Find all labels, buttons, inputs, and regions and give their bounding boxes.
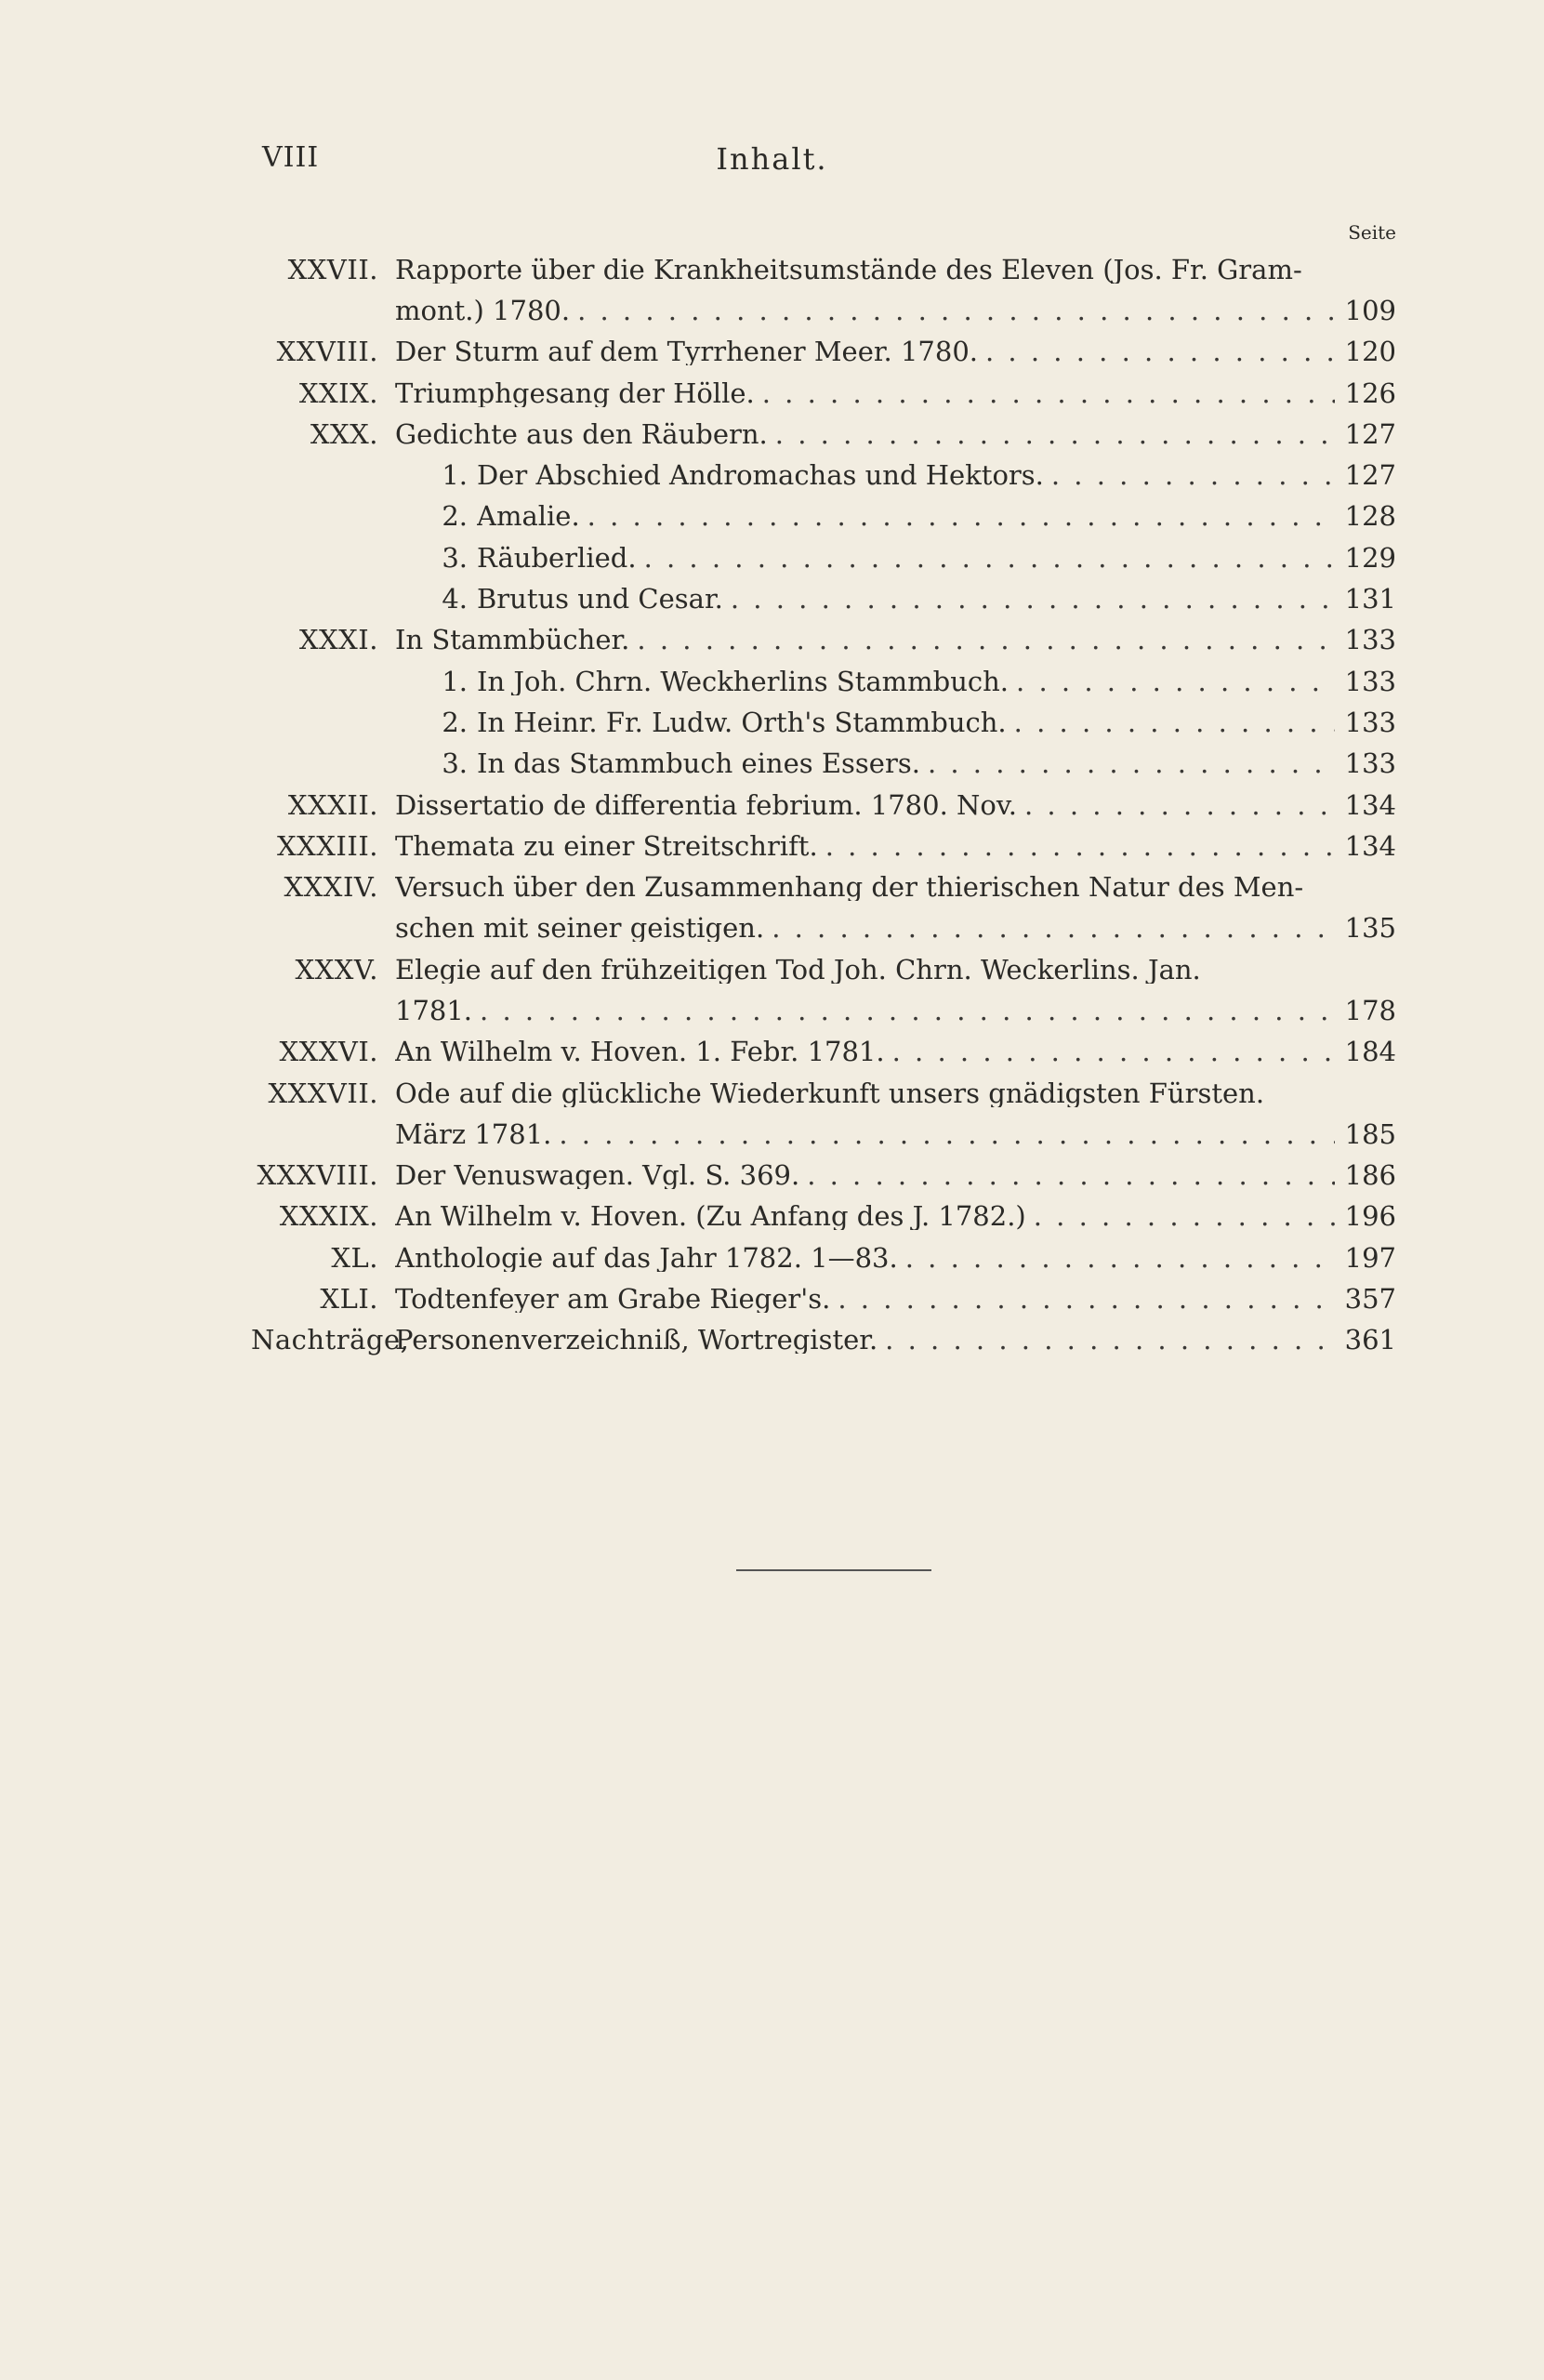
toc-entry <box>251 537 1396 578</box>
entry-title: An Wilhelm v. Hoven. (Zu Anfang des J. 1782.) . . . <box>395 1203 1335 1230</box>
entry-title: In Heinr. Fr. Ludw. Orth's Stammbuch. . . . <box>477 709 1335 736</box>
entry-page-number: 127 <box>1344 459 1396 492</box>
leader-dots <box>978 338 1335 365</box>
leader-dots <box>885 1038 1335 1065</box>
entry-page-number: 128 <box>1344 500 1396 533</box>
entry-title: Der Venuswagen. Vgl. S. 369. . . . <box>395 1162 1335 1189</box>
sub-entry-number: 3. <box>442 541 468 574</box>
entry-page-number: 196 <box>1344 1200 1396 1233</box>
leader-dots <box>472 998 1335 1025</box>
entry-title: 1781. . . . <box>395 998 1335 1025</box>
entry-page-number: 133 <box>1344 747 1396 780</box>
leader-dots <box>723 586 1335 613</box>
entry-title: Der Abschied Andromachas und Hektors. . . . <box>477 462 1335 489</box>
entry-title: Amalie. . . . <box>477 503 1335 530</box>
leader-dots <box>818 833 1335 860</box>
leader-dots <box>755 380 1335 407</box>
leader-dots <box>799 1162 1335 1189</box>
entry-number: XXXI. <box>298 624 378 656</box>
toc-entry <box>251 908 1396 949</box>
sub-entry-number: 1. <box>442 665 468 697</box>
entry-title: schen mit seiner geistigen. . . . <box>395 915 1335 942</box>
entry-page-number: 129 <box>1344 541 1396 574</box>
entry-page-number: 186 <box>1344 1159 1396 1192</box>
closing-rule <box>736 1569 931 1571</box>
toc-entry <box>251 332 1396 373</box>
toc-entry <box>251 373 1396 414</box>
toc-entry <box>251 949 1396 990</box>
toc-entry <box>251 702 1396 743</box>
entry-title: Brutus und Cesar. . . . <box>477 586 1335 613</box>
toc-entry <box>251 249 1396 290</box>
entry-page-number: 134 <box>1344 829 1396 862</box>
entry-title: In Stammbücher. . . . <box>395 627 1335 654</box>
leader-dots <box>920 750 1335 777</box>
entry-page-number: 361 <box>1344 1324 1396 1356</box>
entry-number: Nachträge, <box>251 1324 410 1356</box>
entry-number: XLI. <box>320 1283 378 1316</box>
entry-number: XXIX. <box>298 377 378 409</box>
entry-title: Rapporte über die Krankheitsumstände des Eleven (Jos. Fr. Gram- <box>395 256 1302 284</box>
page-column-label: Seite <box>1348 221 1396 244</box>
toc-entry <box>251 1320 1396 1361</box>
leader-dots <box>1044 462 1335 489</box>
toc-entry <box>251 1197 1396 1237</box>
entry-page-number: 133 <box>1344 706 1396 738</box>
entry-page-number: 109 <box>1344 294 1396 326</box>
entry-page-number: 357 <box>1344 1283 1396 1316</box>
entry-page-number: 133 <box>1344 624 1396 656</box>
toc-entry <box>251 1156 1396 1197</box>
leader-dots <box>764 915 1335 942</box>
entry-number: XXXIV. <box>284 871 378 904</box>
toc-entry <box>251 661 1396 702</box>
sub-entry-number: 2. <box>442 706 468 738</box>
toc-entry <box>251 866 1396 907</box>
leader-dots <box>551 1121 1335 1148</box>
entry-title: Elegie auf den frühzeitigen Tod Joh. Chrn. Weckerlins. Jan. <box>395 956 1201 984</box>
entry-page-number: 133 <box>1344 665 1396 697</box>
entry-title: An Wilhelm v. Hoven. 1. Febr. 1781. . . . <box>395 1038 1335 1065</box>
entry-page-number: 197 <box>1344 1241 1396 1274</box>
table-of-contents <box>251 249 1396 1361</box>
toc-entry <box>251 990 1396 1031</box>
entry-title: Gedichte aus den Räubern. . . . <box>395 421 1335 448</box>
page-title: Inhalt. <box>716 141 828 177</box>
page-number: VIII <box>262 141 320 174</box>
entry-title: In Joh. Chrn. Weckherlins Stammbuch. . . . <box>477 668 1335 695</box>
leader-dots <box>629 627 1335 654</box>
entry-number: XXXIX. <box>279 1200 378 1233</box>
entry-title: Der Sturm auf dem Tyrrhener Meer. 1780. . . . <box>395 338 1335 365</box>
entry-page-number: 184 <box>1344 1036 1396 1068</box>
sub-entry-number: 1. <box>442 459 468 492</box>
toc-entry <box>251 1237 1396 1278</box>
toc-entry <box>251 1032 1396 1073</box>
entry-number: XXXIII. <box>276 829 378 862</box>
entry-title: März 1781. . . . <box>395 1121 1335 1148</box>
toc-entry <box>251 744 1396 785</box>
entry-title: Todtenfeyer am Grabe Rieger's. . . . <box>395 1286 1335 1313</box>
leader-dots <box>1017 792 1335 819</box>
toc-entry <box>251 290 1396 331</box>
leader-dots <box>898 1245 1335 1272</box>
toc-entry <box>251 1114 1396 1155</box>
entry-number: XL. <box>331 1241 378 1274</box>
leader-dots <box>768 421 1335 448</box>
leader-dots <box>878 1327 1335 1354</box>
sub-entry-number: 4. <box>442 583 468 615</box>
entry-title: Personenverzeichniß, Wortregister. . . . <box>395 1327 1335 1354</box>
entry-number: XXVIII. <box>276 336 378 368</box>
entry-title: Anthologie auf das Jahr 1782. 1—83. . . . <box>395 1245 1335 1272</box>
entry-page-number: 120 <box>1344 336 1396 368</box>
entry-number: XXXVIII. <box>257 1159 378 1192</box>
entry-title: Triumphgesang der Hölle. . . . <box>395 380 1335 407</box>
entry-title: Dissertatio de differentia febrium. 1780. Nov. . . . <box>395 792 1335 819</box>
entry-number: XXVII. <box>287 253 378 285</box>
entry-number: XXXII. <box>287 788 378 821</box>
sub-entry-number: 2. <box>442 500 468 533</box>
toc-entry <box>251 1278 1396 1319</box>
entry-page-number: 134 <box>1344 788 1396 821</box>
entry-title: Ode auf die glückliche Wiederkunft unsers gnädigsten Fürsten. <box>395 1079 1265 1107</box>
leader-dots <box>1009 668 1335 695</box>
leader-dots <box>570 298 1335 324</box>
toc-entry <box>251 826 1396 866</box>
toc-entry <box>251 578 1396 619</box>
entry-number: XXXVII. <box>268 1077 378 1109</box>
toc-entry <box>251 1073 1396 1114</box>
toc-entry <box>251 414 1396 455</box>
toc-entry <box>251 620 1396 661</box>
entry-page-number: 135 <box>1344 912 1396 945</box>
leader-dots <box>830 1286 1335 1313</box>
entry-title: Themata zu einer Streitschrift. . . . <box>395 833 1335 860</box>
leader-dots <box>1026 1203 1335 1230</box>
entry-number: XXX. <box>310 417 378 450</box>
leader-dots <box>580 503 1335 530</box>
entry-page-number: 131 <box>1344 583 1396 615</box>
toc-entry <box>251 785 1396 826</box>
entry-number: XXXV. <box>295 953 378 985</box>
entry-page-number: 178 <box>1344 994 1396 1026</box>
entry-number: XXXVI. <box>279 1036 378 1068</box>
entry-page-number: 126 <box>1344 377 1396 409</box>
entry-title: Räuberlied. . . . <box>477 545 1335 572</box>
sub-entry-number: 3. <box>442 747 468 780</box>
entry-page-number: 127 <box>1344 417 1396 450</box>
toc-entry <box>251 496 1396 537</box>
entry-title: mont.) 1780. . . . <box>395 298 1335 324</box>
entry-title: Versuch über den Zusammenhang der thierischen Natur des Men- <box>395 874 1304 902</box>
entry-page-number: 185 <box>1344 1117 1396 1150</box>
leader-dots <box>1007 709 1335 736</box>
toc-entry <box>251 455 1396 496</box>
entry-title: In das Stammbuch eines Essers. . . . <box>477 750 1335 777</box>
leader-dots <box>637 545 1335 572</box>
